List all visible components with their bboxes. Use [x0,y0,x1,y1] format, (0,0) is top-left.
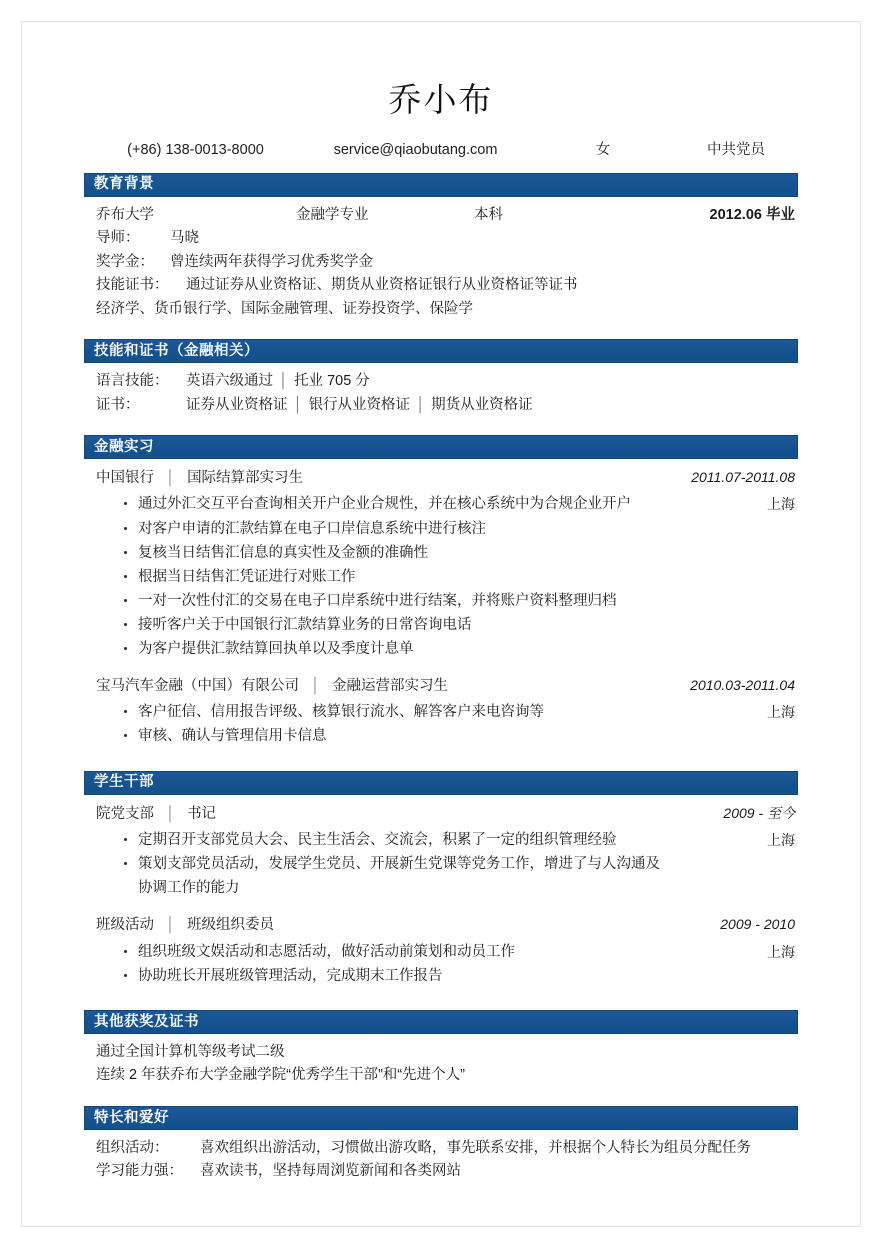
experience-bullet-list [96,940,666,988]
separator-bar: │ [166,469,176,486]
experience-body [96,826,798,900]
education-major: 金融学专业 [296,206,369,223]
education-degree: 本科 [474,206,503,223]
experience-bullet: 对客户申请的汇款结算在电子口岸信息系统中进行核注 [122,517,666,541]
separator-bar: │ [166,917,176,934]
section-body-awards [84,1034,798,1092]
experience-role: 书记 [187,805,217,822]
education-certificate-row [96,274,798,297]
contact-row [84,138,798,159]
skill-item: 托业 705 分 [294,373,370,390]
separator-bar: │ [311,677,321,694]
experience-header [96,674,798,698]
experience-location: 上海 [767,832,795,848]
experience-bullet: 根据当日结售汇凭证进行对账工作 [122,565,666,589]
experience-location: 上海 [767,496,795,513]
hobby-row [96,1137,798,1160]
section-header-education [84,173,798,197]
experience-organization: 中国银行 [96,469,154,486]
education-school: 乔布大学 [96,206,154,223]
contact-political-status: 中共党员 [707,141,765,158]
award-line: 通过全国计算机等级考试二级 [96,1043,285,1060]
education-advisor-value: 马晓 [170,230,199,247]
experience-bullet: 复核当日结售汇信息的真实性及金额的准确性 [122,541,666,565]
skills-certificate-label: 证书： [96,396,140,413]
experience-role: 班级组织委员 [187,917,275,934]
section-title: 金融实习 [94,438,154,455]
experience-bullet-list [96,828,666,900]
skill-item: 期货从业资格证 [431,396,533,413]
section-header-internship [84,435,798,459]
section-header-hobbies [84,1106,798,1130]
experience-item [96,913,798,988]
section-body-student-cadre [84,795,798,996]
education-graduation-date: 2012.06 毕业 [709,206,795,223]
section-title: 技能和证书（金融相关） [94,342,259,359]
skills-language-label: 语言技能： [96,373,169,390]
experience-item [96,466,798,661]
section-header-skills [84,339,798,363]
experience-organization: 宝马汽车金融（中国）有限公司 [96,677,299,694]
experience-bullet: 客户征信、信用报告评级、核算银行流水、解答客户来电咨询等 [122,700,666,724]
skills-certificate-row [96,394,798,417]
education-advisor-row [96,227,798,250]
section-title: 特长和爱好 [94,1109,169,1126]
hobby-label: 组织活动： [96,1139,169,1156]
experience-header [96,466,798,490]
experience-location: 上海 [767,943,795,960]
education-scholarship-value: 曾连续两年获得学习优秀奖学金 [170,253,373,270]
skill-item: 银行从业资格证 [308,396,411,413]
spacer [96,665,798,674]
section-header-student-cadre [84,771,798,795]
section-title: 教育背景 [94,176,154,193]
section-body-internship [84,459,798,757]
education-primary-row [96,204,798,227]
education-courses: 经济学、货币银行学、国际金融管理、证券投资学、保险学 [96,300,473,317]
hobby-row [96,1160,798,1183]
experience-bullet: 审核、确认与管理信用卡信息 [122,724,666,748]
experience-bullet: 接听客户关于中国银行汇款结算业务的日常咨询电话 [122,613,666,637]
experience-role: 国际结算部实习生 [187,469,304,486]
experience-bullet: 通过外汇交互平台查询相关开户企业合规性，并在核心系统中为合规企业开户 [122,492,666,516]
experience-location-column [666,490,798,516]
experience-bullet: 协助班长开展班级管理活动，完成期末工作报告 [122,964,666,988]
section-title: 其他获奖及证书 [94,1013,199,1030]
experience-bullet-list [96,492,666,660]
experience-date: 2011.07-2011.08 [691,468,795,485]
experience-organization: 班级活动 [96,917,154,934]
resume-page [21,21,861,1227]
section-header-awards [84,1010,798,1034]
experience-location-column [666,938,798,964]
experience-item [96,802,798,901]
hobby-label: 学习能力强： [96,1163,183,1180]
contact-email: service@qiaobutang.com [333,141,498,158]
separator-bar: │ [293,396,303,413]
education-advisor-label: 导师： [96,230,140,247]
experience-bullet: 一对一次性付汇的交易在电子口岸系统中进行结案，并将账户资料整理归档 [122,589,666,613]
section-title: 学生干部 [94,774,154,791]
experience-bullet: 策划支部党员活动，发展学生党员、开展新生党课等党务工作，增进了与人沟通及协调工作的能力 [122,852,666,900]
experience-date: 2009 - 至今 [723,804,795,821]
experience-bullet: 为客户提供汇款结算回执单以及季度计息单 [122,637,666,661]
separator-bar: │ [166,805,176,822]
experience-body [96,698,798,748]
experience-body [96,938,798,988]
experience-bullet: 组织班级文娱活动和志愿活动，做好活动前策划和动员工作 [122,940,666,964]
skills-language-row [96,370,798,393]
section-body-hobbies [84,1130,798,1188]
experience-bullet-list [96,700,666,748]
skill-item: 英语六级通过 [186,373,273,390]
experience-bullet: 定期召开支部党员大会、民主生活会、交流会，积累了一定的组织管理经验 [122,828,666,852]
experience-date: 2009 - 2010 [720,916,795,933]
experience-header [96,913,798,937]
award-line: 连续 2 年获乔布大学金融学院“优秀学生干部”和“先进个人” [96,1067,465,1084]
contact-gender: 女 [595,141,611,158]
education-certificate-label: 技能证书： [96,277,169,294]
education-scholarship-label: 奖学金： [96,253,154,270]
hobby-value: 喜欢组织出游活动，习惯做出游攻略，事先联系安排，并根据个人特长为组员分配任务 [200,1139,751,1156]
section-body-skills [84,363,798,421]
education-scholarship-row [96,251,798,274]
experience-item [96,674,798,749]
skill-item: 证券从业资格证 [186,396,288,413]
skills-certificate-items [186,394,798,417]
experience-location-column [666,826,798,852]
separator-bar: │ [416,396,426,413]
experience-date: 2010.03-2011.04 [690,676,795,693]
section-body-education [84,197,798,325]
experience-location-column [666,698,798,724]
experience-role: 金融运营部实习生 [332,677,449,694]
experience-body [96,490,798,660]
hobby-value: 喜欢读书，坚持每周浏览新闻和各类网站 [200,1163,461,1180]
separator-bar: │ [279,373,289,390]
experience-location: 上海 [767,704,795,721]
experience-header [96,802,798,826]
contact-phone: (+86) 138-0013-8000 [127,141,264,158]
experience-organization: 院党支部 [96,805,154,822]
education-certificate-value: 通过证券从业资格证、期货从业资格证银行从业资格证等证书 [186,277,578,294]
spacer [96,904,798,913]
candidate-name: 乔小布 [388,81,494,118]
skills-language-items [186,370,798,393]
